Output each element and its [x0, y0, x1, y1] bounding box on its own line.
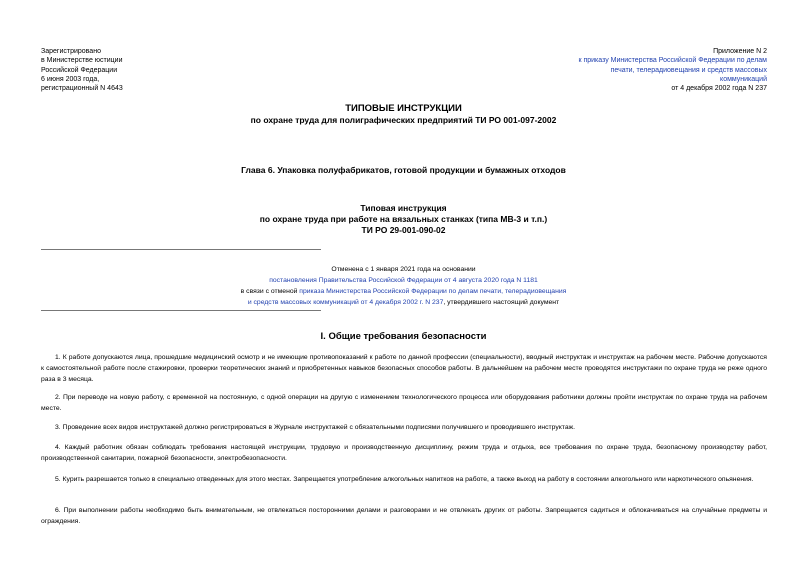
- appendix-number: Приложение N 2: [713, 48, 767, 55]
- document-subtitle: по охране труда для полиграфических предприятий ТИ РО 001-097-2002: [250, 115, 557, 125]
- paragraph-3: 3. Проведение всех видов инструктажей должно регистрироваться в Журнале инструктажей с обязательными подписями получившего и проводившего инструктаж.: [55, 424, 576, 431]
- divider-bottom: [41, 310, 321, 311]
- instruction-code: ТИ РО 29-001-090-02: [361, 225, 446, 235]
- annulment-connector: в связи с отменой: [240, 288, 300, 295]
- annulment-line: Отменена с 1 января 2021 года на основании: [331, 266, 476, 273]
- registration-note: Зарегистрировано в Министерстве юстиции Российской Федерации 6 июня 2003 года, регистрационный N 4643: [41, 48, 123, 93]
- annulment-note: [0, 264, 807, 308]
- order-date: от 4 декабря 2002 года N 237: [671, 85, 767, 93]
- appendix-reference: [567, 47, 767, 93]
- paragraph-5: 5. Курить разрешается только в специально отведенных для этого местах. Запрещается употребление алкогольных напитков на работе, а также выход на работу в состоянии алкогольного или наркотического опьянения.: [55, 476, 754, 483]
- annulment-tail: , утвердившего настоящий документ: [443, 299, 560, 306]
- instruction-title: Типовая инструкция: [360, 203, 447, 213]
- ministry-order-link[interactable]: приказа Министерства Российской Федерации по делам печати, телерадиовещания: [299, 288, 567, 295]
- section-heading: I. Общие требования безопасности: [320, 331, 487, 342]
- chapter-heading: Глава 6. Упаковка полуфабрикатов, готовой продукции и бумажных отходов: [241, 165, 566, 175]
- instruction-subtitle: по охране труда при работе на вязальных станках (типа МВ-3 и т.п.): [259, 214, 548, 224]
- document-title: ТИПОВЫЕ ИНСТРУКЦИИ: [345, 103, 462, 114]
- divider-top: [41, 249, 321, 250]
- paragraph-6: 6. При выполнении работы необходимо быть внимательным, не отвлекаться посторонними делами и разговорами и не отвлекать других от работы. Запрещается садиться и облокачиваться на случайные предметы и ограждения.: [41, 507, 767, 525]
- government-decree-link[interactable]: постановления Правительства Российской Федерации от 4 августа 2020 года N 1181: [269, 277, 538, 284]
- paragraph-4: 4. Каждый работник обязан соблюдать требования настоящей инструкции, трудовую и производственную дисциплину, режим труда и отдыха, все требования по охране труда, безопасному производству работ, производственной санитарии, пожарной безопасности, электробезопасности.: [41, 444, 767, 462]
- order-link[interactable]: к приказу Министерства Российской Федерации по делам печати, телерадиовещания и средств массовых коммуникаций: [578, 57, 767, 83]
- paragraph-1: 1. К работе допускаются лица, прошедшие медицинский осмотр и не имеющие противопоказаний к работе по данной профессии (специальности), вводный инструктаж и инструктаж на рабочем месте. Рабочие допускаются к самостоятельной работе после стажировки, проверки теоретических знаний и приобретенных навыков безопасных способов работы. В дальнейшем на рабочем месте проводятся инструктажи по охране труда не реже одного раза в 3 месяца.: [41, 354, 767, 383]
- paragraph-2: 2. При переводе на новую работу, с временной на постоянную, с одной операции на другую с изменением технологического процесса или оборудования работники должны пройти инструктаж по охране труда на рабочем месте.: [41, 394, 767, 412]
- ministry-order-link-continued[interactable]: и средств массовых коммуникаций от 4 декабря 2002 г. N 237: [247, 299, 444, 306]
